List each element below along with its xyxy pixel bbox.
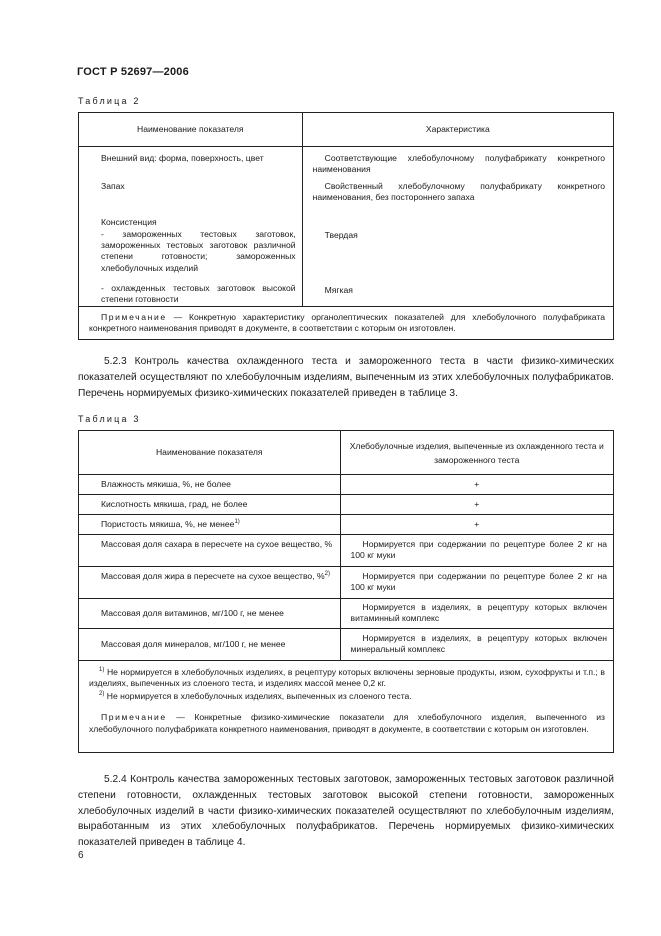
table3-row-name-text: Пористость мякиша, %, не менее — [101, 518, 235, 529]
table3-note — [89, 712, 605, 735]
table2-row-value — [302, 217, 613, 229]
table3-row-name: Массовая доля витаминов, мг/100 г, не менее — [79, 599, 341, 629]
table2-note-label: Примечание — [101, 312, 167, 322]
table2-row-value: Мягкая — [302, 283, 613, 307]
table3-header-name: Наименование показателя — [79, 431, 341, 475]
table2-row-value: Соответствующие хлебобулочному полуфабрикату конкретного наименования — [302, 147, 613, 181]
table3-footnotes — [79, 661, 614, 753]
table3-row-value: Нормируется при содержании по рецептуре более 2 кг на 100 кг муки — [340, 535, 614, 567]
table2-note — [79, 307, 614, 340]
document-header: ГОСТ Р 52697—2006 — [77, 66, 189, 78]
footnote-mark-1: 1) — [99, 667, 105, 674]
table2-row-value: Свойственный хлебобулочному полуфабрикату конкретного наименования, без постороннего запаха — [302, 181, 613, 217]
table3-header-value: Хлебобулочные изделия, выпеченные из охлажденного теста и замороженного теста — [340, 431, 614, 475]
table3-row-name — [79, 567, 341, 599]
table3-row-value: + — [340, 475, 614, 495]
table3-row-name: Массовая доля минералов, мг/100 г, не менее — [79, 629, 341, 661]
table-3 — [78, 430, 614, 753]
table3-row-value: Нормируется в изделиях, в рецептуру которых включен витаминный комплекс — [340, 599, 614, 629]
table3-row-name — [79, 515, 341, 535]
table3-row-value: + — [340, 495, 614, 515]
table3-footnote-2 — [89, 691, 605, 702]
footnote-mark-2: 2) — [99, 690, 105, 697]
table3-note-label: Примечание — [101, 712, 167, 723]
table2-row-name: Консистенция — [79, 217, 303, 229]
paragraph-5-2-3 — [78, 354, 614, 401]
table2-header-value: Характеристика — [302, 113, 613, 147]
paragraph-5-2-3-text: 5.2.3 Контроль качества охлажденного теста и замороженного теста в части физико-химических показателей осуществляют по хлебобулочным изделиям, выпеченным из этих хлебобулочных полуфабрикатов. Перечень нормируемых физико-химических показателей приведен в таблице 3. — [78, 356, 614, 399]
table2-note-text: — Конкретную характеристику органолептических показателей для хлебобулочного полуфабриката конкретного наименования приводят в документе, в соответствии с которым он изготовлен. — [89, 312, 605, 334]
footnote-ref-1: 1) — [234, 518, 240, 525]
table-2 — [78, 112, 614, 340]
table2-header-name: Наименование показателя — [79, 113, 303, 147]
table3-caption: Таблица 3 — [78, 414, 141, 424]
footnote-ref-2: 2) — [324, 571, 330, 578]
footnote-2-text: Не нормируется в хлебобулочных изделиях, выпеченных из слоеного теста. — [104, 690, 412, 701]
table3-row-value: + — [340, 515, 614, 535]
table3-row-name: Влажность мякиша, %, не более — [79, 475, 341, 495]
table3-row-name-text: Массовая доля жира в пересчете на сухое вещество, % — [101, 571, 325, 581]
table3-footnote-1 — [89, 667, 605, 690]
table2-row-name: Запах — [79, 181, 303, 217]
footnote-1-text: Не нормируется в хлебобулочных изделиях, в рецептуру которых включены зерновые продукты, изюм, сухофрукты и т.п.; в изделиях, выпеченных из слоеного теста, и изделиях массой менее 0,2 кг. — [89, 667, 605, 689]
table2-row-name: - охлажденных тестовых заготовок высокой степени готовности — [79, 283, 303, 307]
table3-row-name: Кислотность мякиша, град, не более — [79, 495, 341, 515]
table3-row-value: Нормируется при содержании по рецептуре более 2 кг на 100 кг муки — [340, 567, 614, 599]
page-number: 6 — [78, 850, 84, 861]
table3-row-name: Массовая доля сахара в пересчете на сухое вещество, % — [79, 535, 341, 567]
table3-row-value: Нормируется в изделиях, в рецептуру которых включен минеральный комплекс — [340, 629, 614, 661]
table2-row-name: Внешний вид: форма, поверхность, цвет — [79, 147, 303, 181]
table2-row-name: - замороженных тестовых заготовок, замороженных тестовых заготовок различной степени готовности; замороженных хлебобулочных изделий — [79, 229, 303, 283]
paragraph-5-2-4 — [78, 772, 614, 851]
table2-row-value: Твердая — [302, 229, 613, 283]
table3-note-text: — Конкретные физико-химические показатели для хлебобулочного изделия, выпеченного из хлебобулочного полуфабриката конкретного наименования, приводят в документе, в соответствии с которым он изготовлен. — [89, 712, 605, 734]
paragraph-5-2-4-text: 5.2.4 Контроль качества замороженных тестовых заготовок, замороженных тестовых заготовок различной степени готовности, охлажденных тестовых заготовок высокой степени готовности, замороженных хлебобулочных изделий в части физико-химических показателей осуществляют по хлебобулочным изделиям, выработанным из этих хлебобулочных полуфабрикатов. Перечень нормируемых физико-химических показателей приведен в таблице 4. — [78, 774, 614, 849]
table2-caption: Таблица 2 — [78, 96, 141, 106]
